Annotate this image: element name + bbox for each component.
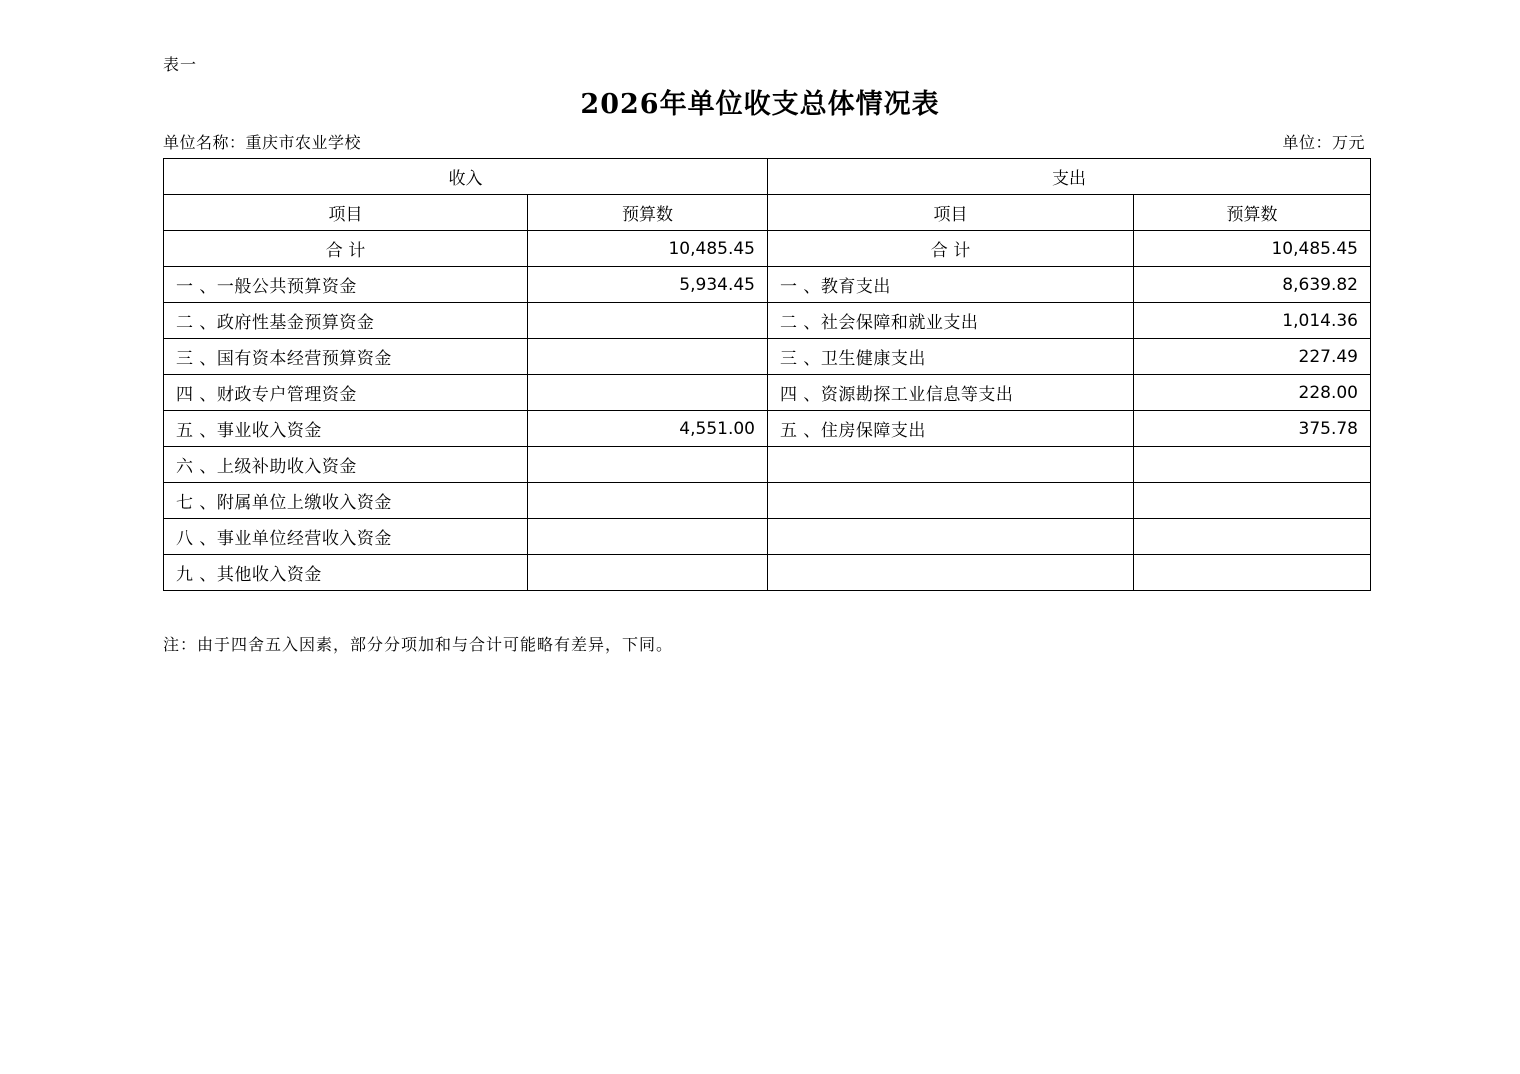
- page-title: 2026年单位收支总体情况表: [580, 89, 940, 120]
- unit-measure-label: 单位：万元: [1282, 133, 1365, 152]
- income-item-value: [528, 555, 768, 591]
- expense-budget-column-header: 预算数: [1134, 195, 1371, 231]
- expense-item-value: [1134, 483, 1371, 519]
- meta-row: [163, 130, 1365, 152]
- income-item-label: 四 、财政专户管理资金: [164, 375, 528, 411]
- expense-item-value: 228.00: [1134, 375, 1371, 411]
- income-total-value: 10,485.45: [528, 231, 768, 267]
- expense-item-value: [1134, 447, 1371, 483]
- expense-total-label: 合 计: [768, 231, 1134, 267]
- expense-item-label: 五 、住房保障支出: [768, 411, 1134, 447]
- expense-total-value: 10,485.45: [1134, 231, 1371, 267]
- table-row: [164, 447, 1371, 483]
- expense-item-column-header: 项目: [768, 195, 1134, 231]
- income-item-label: 六 、上级补助收入资金: [164, 447, 528, 483]
- income-item-label: 九 、其他收入资金: [164, 555, 528, 591]
- budget-table: [163, 158, 1371, 591]
- table-row: [164, 267, 1371, 303]
- income-item-value: [528, 519, 768, 555]
- income-item-label: 一 、一般公共预算资金: [164, 267, 528, 303]
- table-row: [164, 339, 1371, 375]
- income-item-value: 4,551.00: [528, 411, 768, 447]
- expense-item-value: 375.78: [1134, 411, 1371, 447]
- expense-item-label: 三 、卫生健康支出: [768, 339, 1134, 375]
- table-section-header-row: [164, 159, 1371, 195]
- table-note: 注：由于四舍五入因素，部分分项加和与合计可能略有差异，下同。: [163, 635, 674, 654]
- table-row: [164, 303, 1371, 339]
- income-item-label: 五 、事业收入资金: [164, 411, 528, 447]
- table-row: [164, 411, 1371, 447]
- table-row: [164, 555, 1371, 591]
- unit-name-label: 单位名称：重庆市农业学校: [163, 133, 362, 152]
- income-item-label: 二 、政府性基金预算资金: [164, 303, 528, 339]
- expense-item-label: [768, 447, 1134, 483]
- expense-item-value: [1134, 519, 1371, 555]
- income-item-column-header: 项目: [164, 195, 528, 231]
- income-item-value: 5,934.45: [528, 267, 768, 303]
- expense-item-label: 四 、资源勘探工业信息等支出: [768, 375, 1134, 411]
- expense-item-value: 8,639.82: [1134, 267, 1371, 303]
- income-item-value: [528, 339, 768, 375]
- expense-section-header: 支出: [768, 159, 1371, 195]
- income-item-value: [528, 375, 768, 411]
- income-total-label: 合 计: [164, 231, 528, 267]
- income-item-label: 七 、附属单位上缴收入资金: [164, 483, 528, 519]
- expense-item-value: [1134, 555, 1371, 591]
- expense-item-label: 一 、教育支出: [768, 267, 1134, 303]
- table-row: [164, 375, 1371, 411]
- expense-item-label: [768, 555, 1134, 591]
- table-row: [164, 519, 1371, 555]
- table-column-header-row: [164, 195, 1371, 231]
- expense-item-label: [768, 519, 1134, 555]
- income-item-value: [528, 303, 768, 339]
- table-total-row: [164, 231, 1371, 267]
- income-item-label: 八 、事业单位经营收入资金: [164, 519, 528, 555]
- expense-item-label: 二 、社会保障和就业支出: [768, 303, 1134, 339]
- table-row: [164, 483, 1371, 519]
- income-item-label: 三 、国有资本经营预算资金: [164, 339, 528, 375]
- income-section-header: 收入: [164, 159, 768, 195]
- income-item-value: [528, 483, 768, 519]
- expense-item-value: 227.49: [1134, 339, 1371, 375]
- expense-item-label: [768, 483, 1134, 519]
- income-budget-column-header: 预算数: [528, 195, 768, 231]
- table-number-label: 表一: [163, 55, 198, 74]
- expense-item-value: 1,014.36: [1134, 303, 1371, 339]
- income-item-value: [528, 447, 768, 483]
